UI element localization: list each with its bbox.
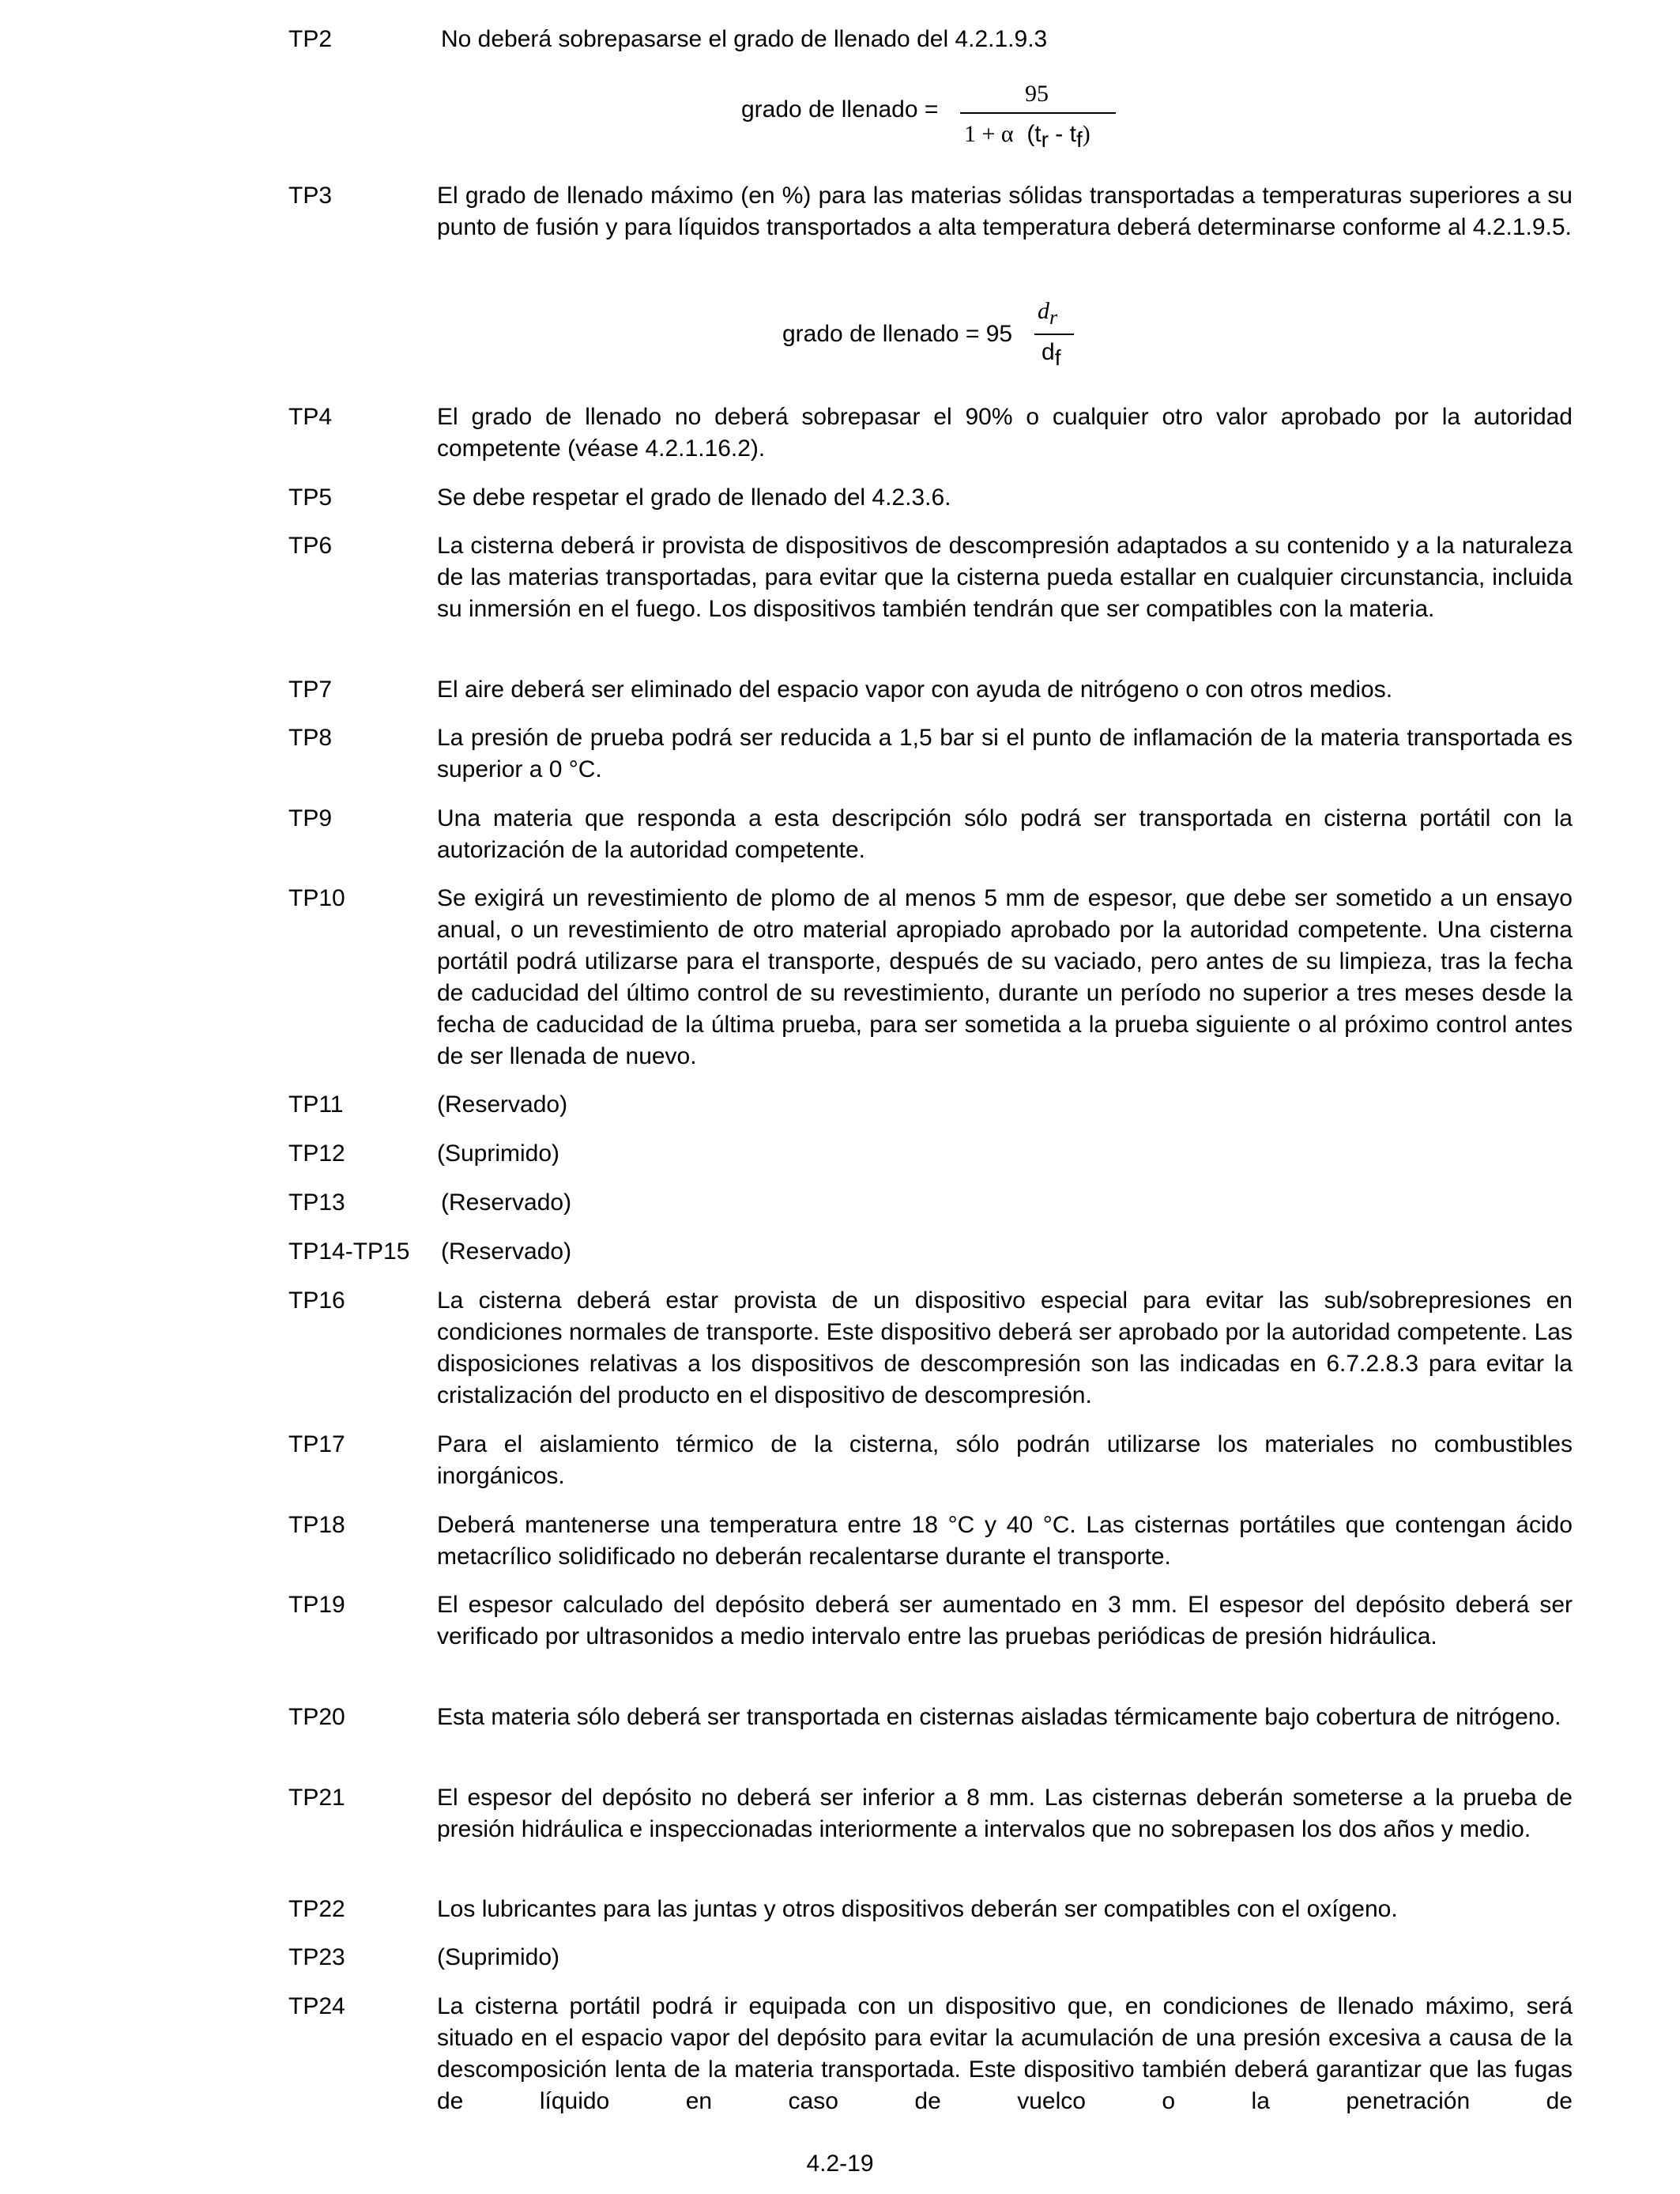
item-text: Se exigirá un revestimiento de plomo de al menos 5 mm de espesor, que debe ser sometido a un ensayo anual, o un revestimiento de otro material apropiado aprobado por la autoridad competente. Una cisterna portátil podrá utilizarse para el transporte, después de su vaciado, pero antes de su limpieza, tras la fecha de caducidad del último control de su revestimiento, durante un período no superior a tres meses desde la fecha de caducidad de la última prueba, para ser sometida a la prueba siguiente o al próximo control antes de ser llenada de nuevo. bbox=[437, 885, 1573, 1069]
item-code: TP16 bbox=[288, 1287, 345, 1314]
item-code: TP5 bbox=[288, 484, 333, 511]
item-text: (Reservado) bbox=[441, 1189, 572, 1216]
item-text: Una materia que responda a esta descripción sólo podrá ser transportada en cisterna portátil con la autorización de la autoridad competente. bbox=[437, 805, 1573, 863]
formula-1-minus-t: - t bbox=[1048, 121, 1076, 147]
item-text: (Reservado) bbox=[437, 1091, 568, 1118]
item-code: TP7 bbox=[288, 677, 333, 703]
formula-1-denominator-left: 1 + α bbox=[964, 121, 1014, 147]
item-code: TP13 bbox=[288, 1189, 345, 1216]
item-code: TP14-TP15 bbox=[288, 1238, 410, 1265]
formula-2-num-d: d bbox=[1038, 298, 1049, 324]
item-text: Deberá mantenerse una temperatura entre 18 °C y 40 °C. Las cisternas portátiles que contengan ácido metacrílico solidificado no deberán recalentarse durante el transporte. bbox=[437, 1512, 1573, 1570]
item-text: El espesor del depósito no deberá ser inferior a 8 mm. Las cisternas deberán someterse a la prueba de presión hidráulica e inspeccionadas interiormente a intervalos que no sobrepasen los dos años y medio. bbox=[437, 1785, 1573, 1842]
formula-2-fraction-bar bbox=[1034, 334, 1074, 335]
item-code: TP18 bbox=[288, 1512, 345, 1538]
item-code: TP24 bbox=[288, 1993, 345, 2019]
item-text: Esta materia sólo deberá ser transportada en cisternas aisladas térmicamente bajo cobertura de nitrógeno. bbox=[437, 1704, 1561, 1730]
formula-2-den-d: d bbox=[1042, 339, 1055, 365]
item-text: La cisterna portátil podrá ir equipada con un dispositivo que, en condiciones de llenado máximo, será situado en el espacio vapor del depósito para evitar la acumulación de una presión excesiva a causa de la descomposición lenta de la materia transportada. Este dispositivo también deberá garantizar que las fugas de líquido en caso de vuelco o la penetración de bbox=[437, 1993, 1573, 2114]
formula-2-label: grado de llenado = 95 bbox=[782, 321, 1013, 347]
item-text: El espesor calculado del depósito deberá ser aumentado en 3 mm. El espesor del depósito deberá ser verificado por ultrasonidos a medio intervalo entre las pruebas periódicas de presión hidráulica. bbox=[437, 1592, 1573, 1649]
item-text: El grado de llenado máximo (en %) para las materias sólidas transportadas a temperaturas superiores a su punto de fusión y para líquidos transportados a alta temperatura deberá determinarse conforme al 4.2.1.9.5. bbox=[437, 183, 1573, 240]
formula-1-fraction-bar bbox=[960, 112, 1116, 114]
formula-2-sub-r: r bbox=[1049, 306, 1058, 329]
formula-1-sub-r: r bbox=[1041, 127, 1049, 152]
item-code: TP19 bbox=[288, 1592, 345, 1618]
item-text: (Reservado) bbox=[441, 1238, 572, 1265]
formula-2-sub-f: f bbox=[1054, 345, 1061, 370]
item-text: No deberá sobrepasarse el grado de llenado del 4.2.1.9.3 bbox=[441, 26, 1048, 52]
item-text: La cisterna deberá estar provista de un dispositivo especial para evitar las sub/sobrepresiones en condiciones normales de transporte. Este dispositivo deberá ser aprobado por la autoridad competente. Las disposiciones relativas a los dispositivos de descompresión son las indicadas en 6.7.2.8.3 para evitar la cristalización del producto en el dispositivo de descompresión. bbox=[437, 1287, 1573, 1408]
item-code: TP22 bbox=[288, 1896, 345, 1922]
page-number: 4.2-19 bbox=[806, 2151, 874, 2177]
item-text: El grado de llenado no deberá sobrepasar el 90% o cualquier otro valor aprobado por la autoridad competente (véase 4.2.1.16.2). bbox=[437, 404, 1573, 462]
item-code: TP6 bbox=[288, 533, 333, 559]
item-text: Para el aislamiento térmico de la cisterna, sólo podrán utilizarse los materiales no combustibles inorgánicos. bbox=[437, 1431, 1573, 1489]
item-code: TP3 bbox=[288, 183, 333, 209]
item-code: TP10 bbox=[288, 885, 345, 911]
item-code: TP23 bbox=[288, 1944, 345, 1970]
item-code: TP11 bbox=[288, 1091, 344, 1118]
item-text: (Suprimido) bbox=[437, 1944, 560, 1970]
item-code: TP2 bbox=[288, 26, 333, 52]
item-text: Se debe respetar el grado de llenado del 4.2.3.6. bbox=[437, 484, 951, 511]
formula-2-denominator bbox=[1042, 337, 1060, 374]
item-code: TP9 bbox=[288, 805, 333, 831]
item-code: TP21 bbox=[288, 1785, 345, 1811]
item-code: TP20 bbox=[288, 1704, 345, 1730]
formula-2-numerator bbox=[1038, 296, 1057, 334]
formula-1-t-open: (t bbox=[1026, 121, 1042, 147]
item-code: TP8 bbox=[288, 725, 333, 751]
formula-1-denominator bbox=[964, 119, 1090, 156]
formula-1-numerator: 95 bbox=[1025, 81, 1049, 107]
formula-1-close: ) bbox=[1082, 121, 1090, 147]
item-text: (Suprimido) bbox=[437, 1140, 560, 1167]
item-code: TP4 bbox=[288, 404, 333, 430]
item-code: TP17 bbox=[288, 1431, 345, 1457]
item-text: El aire deberá ser eliminado del espacio vapor con ayuda de nitrógeno o con otros medios. bbox=[437, 677, 1393, 703]
item-text: Los lubricantes para las juntas y otros dispositivos deberán ser compatibles con el oxígeno. bbox=[437, 1896, 1398, 1922]
formula-1-sub-f: f bbox=[1075, 127, 1083, 152]
item-text: La presión de prueba podrá ser reducida a 1,5 bar si el punto de inflamación de la materia transportada es superior a 0 °C. bbox=[437, 725, 1573, 782]
formula-1-label: grado de llenado = bbox=[741, 96, 939, 123]
item-code: TP12 bbox=[288, 1140, 345, 1167]
item-text: La cisterna deberá ir provista de dispositivos de descompresión adaptados a su contenido y a la naturaleza de las materias transportadas, para evitar que la cisterna pueda estallar en cualquier circunstancia, incluida su inmersión en el fuego. Los dispositivos también tendrán que ser compatibles con la materia. bbox=[437, 533, 1573, 622]
